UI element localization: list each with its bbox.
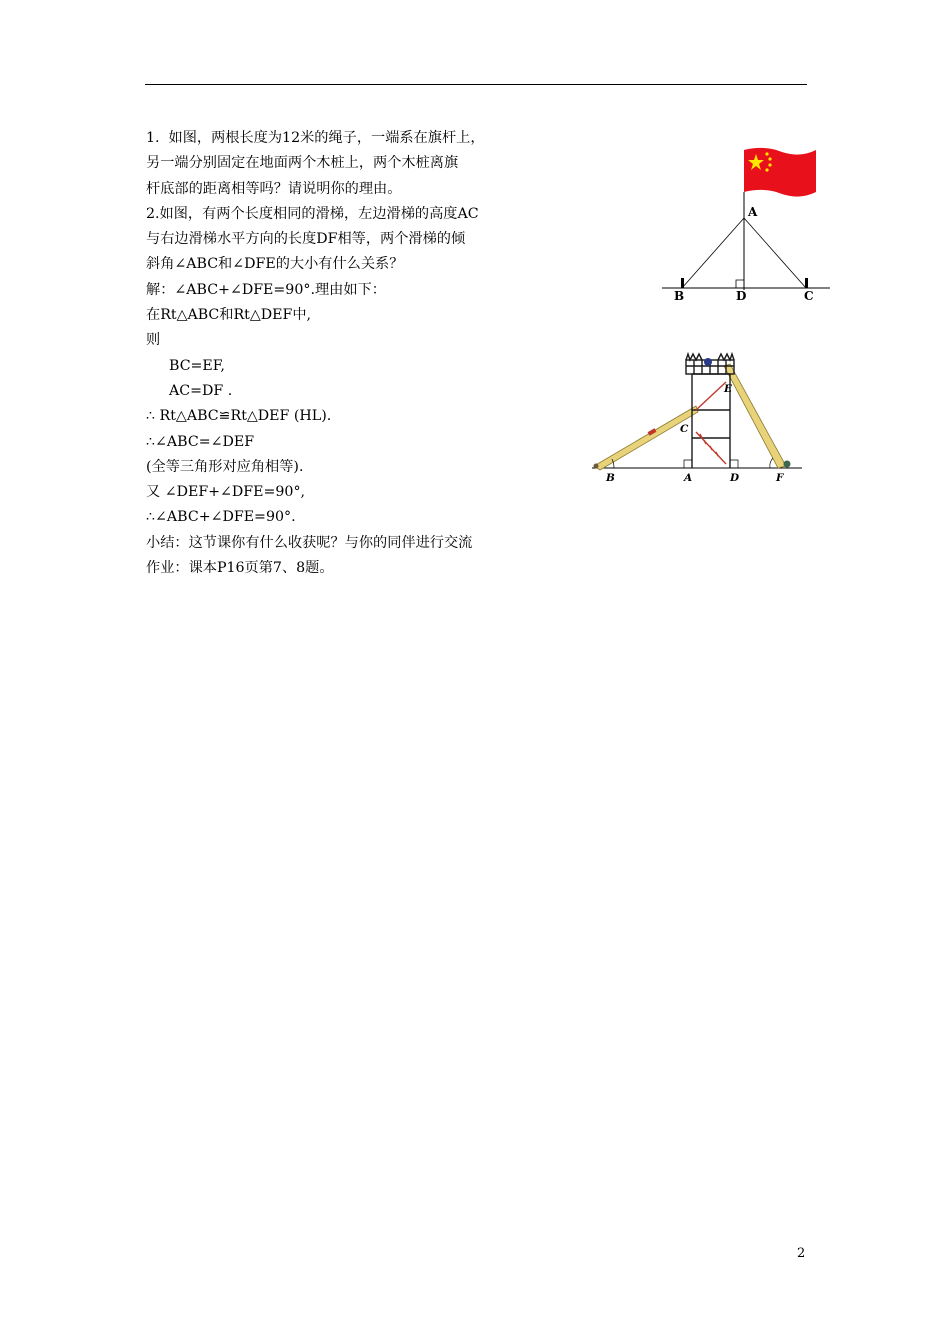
label-e: E: [724, 383, 733, 395]
right-angle-mark-a: [684, 460, 692, 468]
rope-left: [682, 218, 744, 288]
slides-figure: [590, 346, 805, 486]
text-line: 斜角∠ABC和∠DFE的大小有什么关系？: [146, 256, 404, 273]
text-line: 2.如图，有两个长度相同的滑梯，左边滑梯的高度AC: [146, 205, 479, 222]
text-line: 1. 如图，两根长度为12米的绳子，一端系在旗杆上，: [146, 130, 485, 146]
solution-line: AC=DF .: [169, 382, 233, 399]
flagpole-figure: [660, 142, 835, 304]
solution-line: ∴∠ABC=∠DEF: [146, 433, 255, 450]
label-a: A: [748, 205, 758, 219]
rope-right: [744, 218, 806, 288]
solution-line: 又 ∠DEF+∠DFE=90°,: [146, 484, 306, 501]
label-c: C: [804, 289, 814, 303]
right-angle-mark: [736, 280, 744, 288]
text-line: 另一端分别固定在地面两个木桩上，两个木桩离旗: [146, 155, 459, 172]
summary-line: 小结：这节课你有什么收获呢？与你的同伴进行交流: [146, 534, 473, 551]
page-number: 2: [797, 1246, 806, 1261]
slide-end-f: [784, 461, 791, 468]
right-angle-mark-d: [730, 460, 738, 468]
left-slide: [594, 406, 698, 470]
label-f: F: [776, 472, 784, 484]
label-b: B: [674, 289, 685, 303]
label-b: B: [606, 472, 615, 484]
right-slide: [724, 364, 786, 468]
solution-line: ∴ Rt△ABC≌Rt△DEF (HL).: [146, 408, 332, 425]
solution-line: ∴∠ABC+∠DFE=90°.: [146, 509, 296, 526]
solution-line: (全等三角形对应角相等).: [146, 458, 304, 475]
text-line: 杆底部的距离相等吗？请说明你的理由。: [146, 180, 402, 197]
slide-end-b: [594, 464, 599, 469]
solution-line: 则: [146, 332, 161, 349]
text-line: 与右边滑梯水平方向的长度DF相等，两个滑梯的倾: [146, 231, 466, 248]
solution-line: 在Rt△ABC和Rt△DEF中,: [146, 307, 312, 324]
flag-image: [744, 148, 816, 197]
label-a: A: [684, 472, 693, 484]
header-rule: [145, 84, 807, 85]
stake-left: [681, 278, 684, 288]
stake-right: [805, 278, 808, 288]
label-d: D: [730, 472, 740, 484]
label-c: C: [680, 423, 689, 435]
stairs: [696, 382, 726, 464]
homework-line: 作业：课本P16页第7、8题。: [146, 560, 334, 577]
solution-line: BC=EF,: [169, 357, 225, 374]
label-d: D: [736, 289, 747, 303]
solution-line: 解：∠ABC+∠DFE=90°.理由如下：: [146, 281, 386, 298]
child-figure: [704, 358, 712, 366]
angle-arc-f: [770, 458, 773, 468]
problem-text: [146, 126, 566, 581]
